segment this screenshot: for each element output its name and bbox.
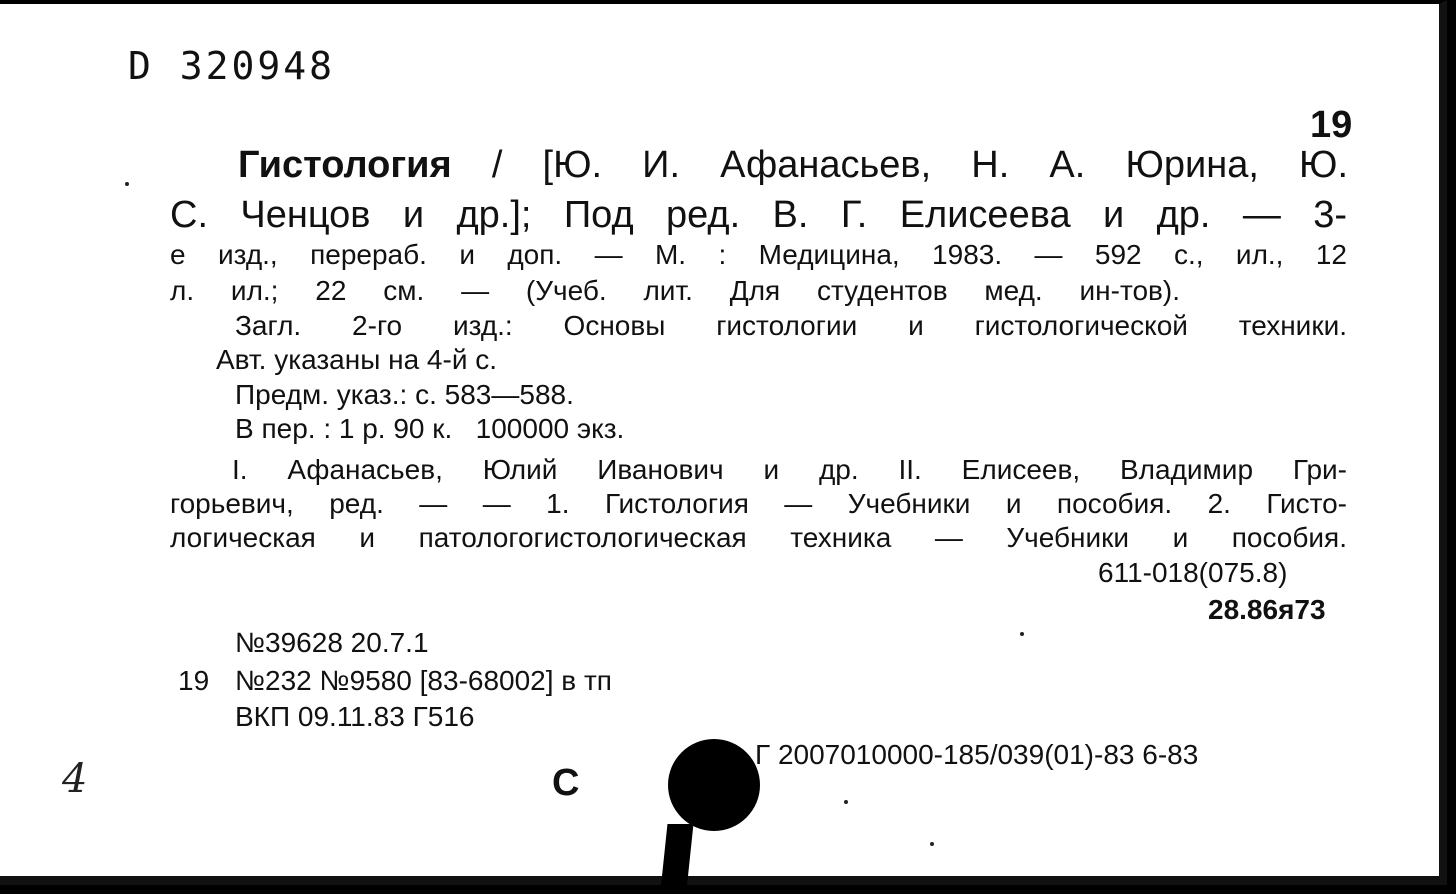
bbk-code: 28.86я73 xyxy=(1208,594,1326,625)
tracing-line-2: горьевич, ред. — — 1. Гистология — Учебники и пособия. 2. Гисто- xyxy=(170,488,1347,519)
handwritten-mark: 4 xyxy=(62,756,88,802)
note-line-2: Авт. указаны на 4-й с. xyxy=(216,344,498,375)
udc-code: 611-018(075.8) xyxy=(1098,557,1288,588)
speck xyxy=(1020,632,1024,636)
note-line-4: В пер. : 1 р. 90 к. 100000 экз. xyxy=(235,413,625,444)
main-entry-line-3: е изд., перераб. и доп. — М. : Медицина, 1983. — 592 с., ил., 12 xyxy=(170,239,1347,270)
note-line-1: Загл. 2-го изд.: Основы гистологии и гистологической техники. xyxy=(235,310,1347,341)
copyright-mark: С xyxy=(552,762,580,804)
order-line-2: №232 №9580 [83-68002] в тп xyxy=(235,665,612,696)
speck xyxy=(125,182,129,186)
order-line-3: ВКП 09.11.83 Г516 xyxy=(235,701,475,732)
note-line-3: Предм. указ.: с. 583—588. xyxy=(235,379,574,410)
main-entry-line-4: л. ил.; 22 см. — (Учеб. лит. Для студентов мед. ин-тов). xyxy=(170,275,1180,306)
punch-hole-stamp xyxy=(668,739,760,831)
speck xyxy=(844,800,848,804)
tracing-line-3: логическая и патологогистологическая техника — Учебники и пособия. xyxy=(170,522,1347,553)
accession-number: D 320948 xyxy=(128,44,336,88)
main-entry-line-1: Гистология / [Ю. И. Афанасьев, Н. А. Юрина, Ю. xyxy=(238,144,1348,186)
price-code: Г 2007010000-185/039(01)-83 6-83 xyxy=(755,739,1199,770)
order-prefix: 19 xyxy=(178,665,210,696)
main-entry-line-2: С. Ченцов и др.]; Под ред. В. Г. Елисеева и др. — 3- xyxy=(170,194,1347,236)
title-word: Гистология xyxy=(238,144,452,186)
speck xyxy=(930,842,934,846)
tracing-line-1: I. Афанасьев, Юлий Иванович и др. II. Елисеев, Владимир Гри- xyxy=(232,454,1347,485)
order-line-1: №39628 20.7.1 xyxy=(235,627,429,658)
udc-top-number: 19 xyxy=(1310,104,1353,146)
punch-hole-stem xyxy=(661,824,694,890)
